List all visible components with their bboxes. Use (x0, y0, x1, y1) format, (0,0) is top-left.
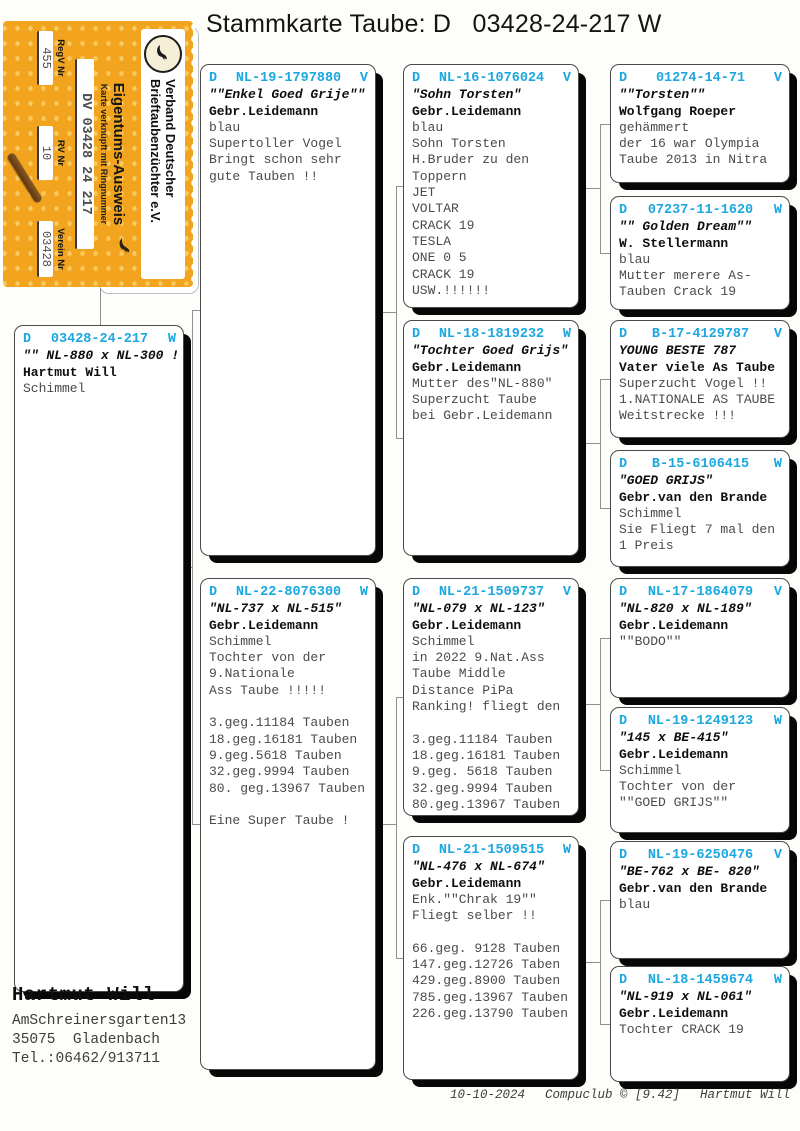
box-note-line: USW.!!!!!! (412, 282, 491, 298)
box-notes (619, 763, 782, 812)
box-note-line: Tauben Crack 19 (619, 284, 737, 300)
box-note-line (209, 699, 368, 715)
box-owner: Gebr.van den Brande (619, 880, 768, 896)
box-owner: Gebr.Leidemann (412, 359, 522, 375)
box-note-line: Sie Fliegt 7 mal den (619, 522, 776, 538)
box-note-line: Mutter merere As- (619, 268, 752, 284)
pedigree-box-fff (610, 64, 790, 183)
box-owner: Gebr.Leidemann (412, 875, 522, 891)
box-note-line: 147.geg.12726 Taben (412, 957, 561, 973)
box-ring-number: NL-19-1249123 (647, 714, 754, 729)
box-ring-number: NL-18-1819232 (438, 327, 545, 342)
pigeon-stamp-icon (115, 233, 137, 259)
box-header (619, 203, 782, 219)
box-country: D (209, 585, 218, 600)
box-note-line: CRACK 19 (412, 266, 475, 282)
box-country: D (412, 327, 421, 342)
card-org-strip (141, 29, 185, 279)
box-country: D (619, 457, 628, 472)
box-note-line: 9.geg. 5618 Tauben (412, 764, 553, 780)
box-note-line (412, 924, 571, 940)
box-country: D (619, 327, 628, 342)
box-pigeon-name: "NL-737 x NL-515" (209, 601, 342, 617)
box-owner: Vater viele As Taube (619, 359, 776, 375)
pedigree-box-mother (200, 578, 376, 1070)
pedigree-box-fmf (610, 320, 790, 438)
box-pigeon-name: "145 x BE-415" (619, 730, 729, 746)
box-ring-number: NL-17-1864079 (647, 585, 754, 600)
box-pigeon-name: "NL-476 x NL-674" (412, 859, 545, 875)
box-note-line: Eine Super Taube ! (209, 813, 350, 829)
box-country: D (209, 71, 218, 86)
box-pigeon-name: "Sohn Torsten" (412, 87, 522, 103)
box-ring-number: NL-21-1509515 (438, 843, 545, 858)
owner-phone: Tel.:06462/913711 (12, 1051, 160, 1067)
box-ring-number: NL-22-8076300 (235, 585, 342, 600)
box-country: D (619, 973, 628, 988)
box-country: D (619, 848, 628, 863)
box-sex: W (359, 585, 368, 600)
box-note-line: VOLTAR (412, 201, 459, 217)
box-notes (619, 376, 782, 425)
connector-line (184, 567, 193, 568)
box-note-line: blau (619, 251, 651, 267)
box-owner: Wolfgang Roeper (619, 103, 737, 119)
footer-date: 10-10-2024 (449, 1088, 525, 1102)
connector-line (100, 288, 101, 325)
card-field-regv: RegV Nr 455 (37, 31, 66, 85)
box-note-line: 1 Preis (619, 538, 674, 554)
box-sex: W (773, 203, 782, 218)
box-notes (23, 381, 176, 397)
box-note-line: Schimmel (209, 633, 272, 649)
box-header (619, 973, 782, 989)
pedigree-box-mmf (610, 841, 790, 959)
pedigree-box-mm (403, 836, 579, 1080)
box-notes (412, 634, 571, 813)
box-header (209, 71, 368, 87)
box-header (619, 585, 782, 601)
box-owner: Gebr.Leidemann (209, 103, 319, 119)
owner-city: 35075 Gladenbach (12, 1032, 160, 1048)
box-owner: Gebr.Leidemann (412, 617, 522, 633)
box-country: D (412, 843, 421, 858)
ownership-card (3, 21, 193, 287)
connector-line (376, 824, 397, 825)
box-owner: Gebr.Leidemann (619, 746, 729, 762)
box-note-line: 9.Nationale (209, 666, 295, 682)
connector-line (579, 704, 601, 705)
box-notes (619, 506, 782, 555)
pedigree-box-father (200, 64, 376, 556)
box-sex: V (773, 848, 782, 863)
box-notes (619, 252, 782, 301)
box-note-line: 226.geg.13790 Tauben (412, 1005, 569, 1021)
dv-association-logo-icon (144, 35, 182, 73)
pedigree-box-mmm (610, 966, 790, 1082)
box-note-line: 80.geg.13967 Tauben (412, 796, 561, 812)
box-owner: Gebr.Leidemann (209, 617, 319, 633)
box-notes (209, 120, 368, 185)
box-pigeon-name: "" NL-880 x NL-300 ! (23, 348, 180, 364)
box-header (619, 71, 782, 87)
box-note-line: Taube Middle (412, 666, 506, 682)
box-ring-number: B-17-4129787 (651, 327, 750, 342)
box-pigeon-name: YOUNG BESTE 787 (619, 343, 737, 359)
box-sex: W (562, 327, 571, 342)
connector-line (579, 443, 601, 444)
footer-user: Hartmut Will (699, 1088, 790, 1102)
card-org-name: Verband Deutscher Brieftaubenzüchter e.V. (148, 79, 178, 224)
pedigree-box-ffm (610, 196, 790, 310)
box-header (619, 457, 782, 473)
footer-software: Compuclub © [9.42] (544, 1088, 680, 1102)
box-note-line: 9.geg.5618 Tauben (209, 747, 342, 763)
box-notes (619, 120, 782, 169)
page-title: Stammkarte Taube: D 03428-24-217 W (206, 10, 662, 38)
box-note-line: TESLA (412, 233, 452, 249)
box-note-line: 785.geg.13967 Tauben (412, 989, 569, 1005)
box-note-line: JET (412, 185, 436, 201)
box-header (412, 327, 571, 343)
box-sex: V (359, 71, 368, 86)
box-note-line: ONE 0 5 (412, 250, 467, 266)
box-sex: V (773, 71, 782, 86)
box-pigeon-name: ""Torsten"" (619, 87, 705, 103)
box-pigeon-name: "GOED GRIJS" (619, 473, 713, 489)
box-sex: W (562, 843, 571, 858)
box-owner: W. Stellermann (619, 235, 729, 251)
box-ring-number: 01274-14-71 (655, 71, 746, 86)
card-doc-subtitle: Karte verknüpft mit Ringnummer (99, 83, 109, 225)
box-country: D (619, 585, 628, 600)
box-notes (412, 892, 571, 1022)
box-ring-number: NL-21-1509737 (438, 585, 545, 600)
card-doc-title: Eigentums-Ausweis (110, 82, 127, 226)
box-country: D (412, 585, 421, 600)
pedigree-box-mf (403, 578, 579, 816)
box-note-line: 66.geg. 9128 Tauben (412, 940, 561, 956)
box-note-line: Tochter CRACK 19 (619, 1021, 744, 1037)
box-header (619, 714, 782, 730)
box-ring-number: NL-19-1797880 (235, 71, 342, 86)
box-note-line: Supertoller Vogel (209, 136, 342, 152)
box-note-line: gute Tauben !! (209, 168, 319, 184)
box-note-line: 18.geg.16181 Tauben (209, 731, 358, 747)
box-ring-number: B-15-6106415 (651, 457, 750, 472)
pedigree-box-fm (403, 320, 579, 556)
box-note-line: ""BODO"" (619, 633, 682, 649)
box-note-line: Schimmel (619, 762, 682, 778)
box-note-line: der 16 war Olympia (619, 136, 760, 152)
box-notes (619, 897, 782, 913)
connector-line (579, 188, 601, 189)
box-note-line: Toppern (412, 168, 467, 184)
box-pigeon-name: "NL-820 x NL-189" (619, 601, 752, 617)
box-ring-number: NL-16-1076024 (438, 71, 545, 86)
box-sex: V (773, 585, 782, 600)
box-note-line: 32.geg.9994 Tauben (209, 764, 350, 780)
box-note-line: Schimmel (23, 380, 86, 396)
box-note-line: Tochter von der (619, 779, 737, 795)
pedigree-box-ff (403, 64, 579, 308)
pedigree-box-fmm (610, 450, 790, 567)
box-note-line: blau (209, 119, 241, 135)
card-field-verein: Verein Nr 03428 (37, 221, 66, 277)
box-note-line: Distance PiPa (412, 682, 514, 698)
box-sex: V (773, 327, 782, 342)
box-country: D (619, 203, 628, 218)
box-note-line: gehämmert (619, 119, 690, 135)
box-note-line (412, 715, 571, 731)
box-note-line: Bringt schon sehr (209, 152, 342, 168)
connector-line (579, 962, 601, 963)
box-note-line: bei Gebr.Leidemann (412, 408, 553, 424)
box-note-line: Schimmel (412, 633, 475, 649)
pedigree-box-subject (14, 325, 184, 992)
box-ring-number: NL-18-1459674 (647, 973, 754, 988)
box-note-line: Ranking! fliegt den (412, 699, 561, 715)
box-pigeon-name: "Tochter Goed Grijs" (412, 343, 569, 359)
box-note-line: 3.geg.11184 Tauben (412, 731, 553, 747)
connector-line (396, 697, 397, 958)
box-header (619, 848, 782, 864)
box-note-line: 18.geg.16181 Tauben (412, 747, 561, 763)
box-notes (412, 376, 571, 425)
box-note-line: Taube 2013 in Nitra (619, 152, 768, 168)
card-fields-row (37, 29, 66, 279)
box-pigeon-name: "NL-079 x NL-123" (412, 601, 545, 617)
box-header (619, 327, 782, 343)
box-notes (619, 634, 782, 650)
box-note-line: Superzucht Taube (412, 392, 537, 408)
box-ring-number: 03428-24-217 (50, 332, 149, 347)
box-note-line: Enk.""Chrak 19"" (412, 891, 537, 907)
box-note-line: Ass Taube !!!!! (209, 682, 327, 698)
box-ring-number: 07237-11-1620 (647, 203, 754, 218)
box-sex: W (773, 714, 782, 729)
connector-line (376, 312, 397, 313)
box-note-line: blau (619, 896, 651, 912)
box-header (23, 332, 176, 348)
box-note-line (209, 797, 368, 813)
box-header (209, 585, 368, 601)
box-owner: Gebr.Leidemann (619, 1005, 729, 1021)
box-owner: Gebr.Leidemann (412, 103, 522, 119)
box-note-line: 1.NATIONALE AS TAUBE (619, 392, 776, 408)
box-note-line: CRACK 19 (412, 217, 475, 233)
box-country: D (23, 332, 32, 347)
owner-address-block (12, 984, 186, 1069)
box-header (412, 71, 571, 87)
box-header (412, 843, 571, 859)
box-note-line: Sohn Torsten (412, 136, 506, 152)
box-note-line: Schimmel (619, 505, 682, 521)
card-ring-number: DV 03428 24 217 (75, 59, 94, 249)
box-pigeon-name: ""Enkel Goed Grije"" (209, 87, 366, 103)
box-note-line: Tochter von der (209, 650, 327, 666)
owner-street: AmSchreinersgarten13 (12, 1013, 187, 1029)
box-note-line: 429.geg.8900 Tauben (412, 973, 561, 989)
box-note-line: Fliegt selber !! (412, 908, 537, 924)
box-pigeon-name: "NL-919 x NL-061" (619, 989, 752, 1005)
box-owner: Hartmut Will (23, 364, 117, 380)
box-pigeon-name: "" Golden Dream"" (619, 219, 752, 235)
box-note-line: H.Bruder zu den (412, 152, 530, 168)
box-sex: W (773, 457, 782, 472)
box-header (412, 585, 571, 601)
box-owner: Gebr.Leidemann (619, 617, 729, 633)
box-note-line: Weitstrecke !!! (619, 408, 737, 424)
box-country: D (619, 71, 628, 86)
box-note-line: 32.geg.9994 Tauben (412, 780, 553, 796)
connector-line (600, 379, 601, 509)
box-notes (209, 634, 368, 830)
pedigree-box-mff (610, 578, 790, 698)
box-country: D (412, 71, 421, 86)
box-sex: V (562, 585, 571, 600)
box-note-line: 80. geg.13967 Tauben (209, 780, 366, 796)
box-sex: W (773, 973, 782, 988)
box-owner: Gebr.van den Brande (619, 489, 768, 505)
owner-name: Hartmut Will (12, 984, 155, 1006)
box-notes (619, 1022, 782, 1038)
pedigree-box-mfm (610, 707, 790, 833)
box-note-line: Superzucht Vogel !! (619, 375, 768, 391)
print-footer (450, 1088, 790, 1102)
box-sex: V (562, 71, 571, 86)
box-pigeon-name: "BE-762 x BE- 820" (619, 864, 760, 880)
box-notes (412, 120, 571, 299)
card-field-rv: RV Nr 10 (37, 126, 66, 180)
box-ring-number: NL-19-6250476 (647, 848, 754, 863)
box-note-line: in 2022 9.Nat.Ass (412, 650, 545, 666)
box-country: D (619, 714, 628, 729)
box-note-line: 3.geg.11184 Tauben (209, 715, 350, 731)
box-note-line: Mutter des"NL-880" (412, 375, 553, 391)
box-note-line: blau (412, 119, 444, 135)
card-perforated-edge (187, 21, 195, 287)
box-sex: W (167, 332, 176, 347)
box-note-line: ""GOED GRIJS"" (619, 795, 729, 811)
